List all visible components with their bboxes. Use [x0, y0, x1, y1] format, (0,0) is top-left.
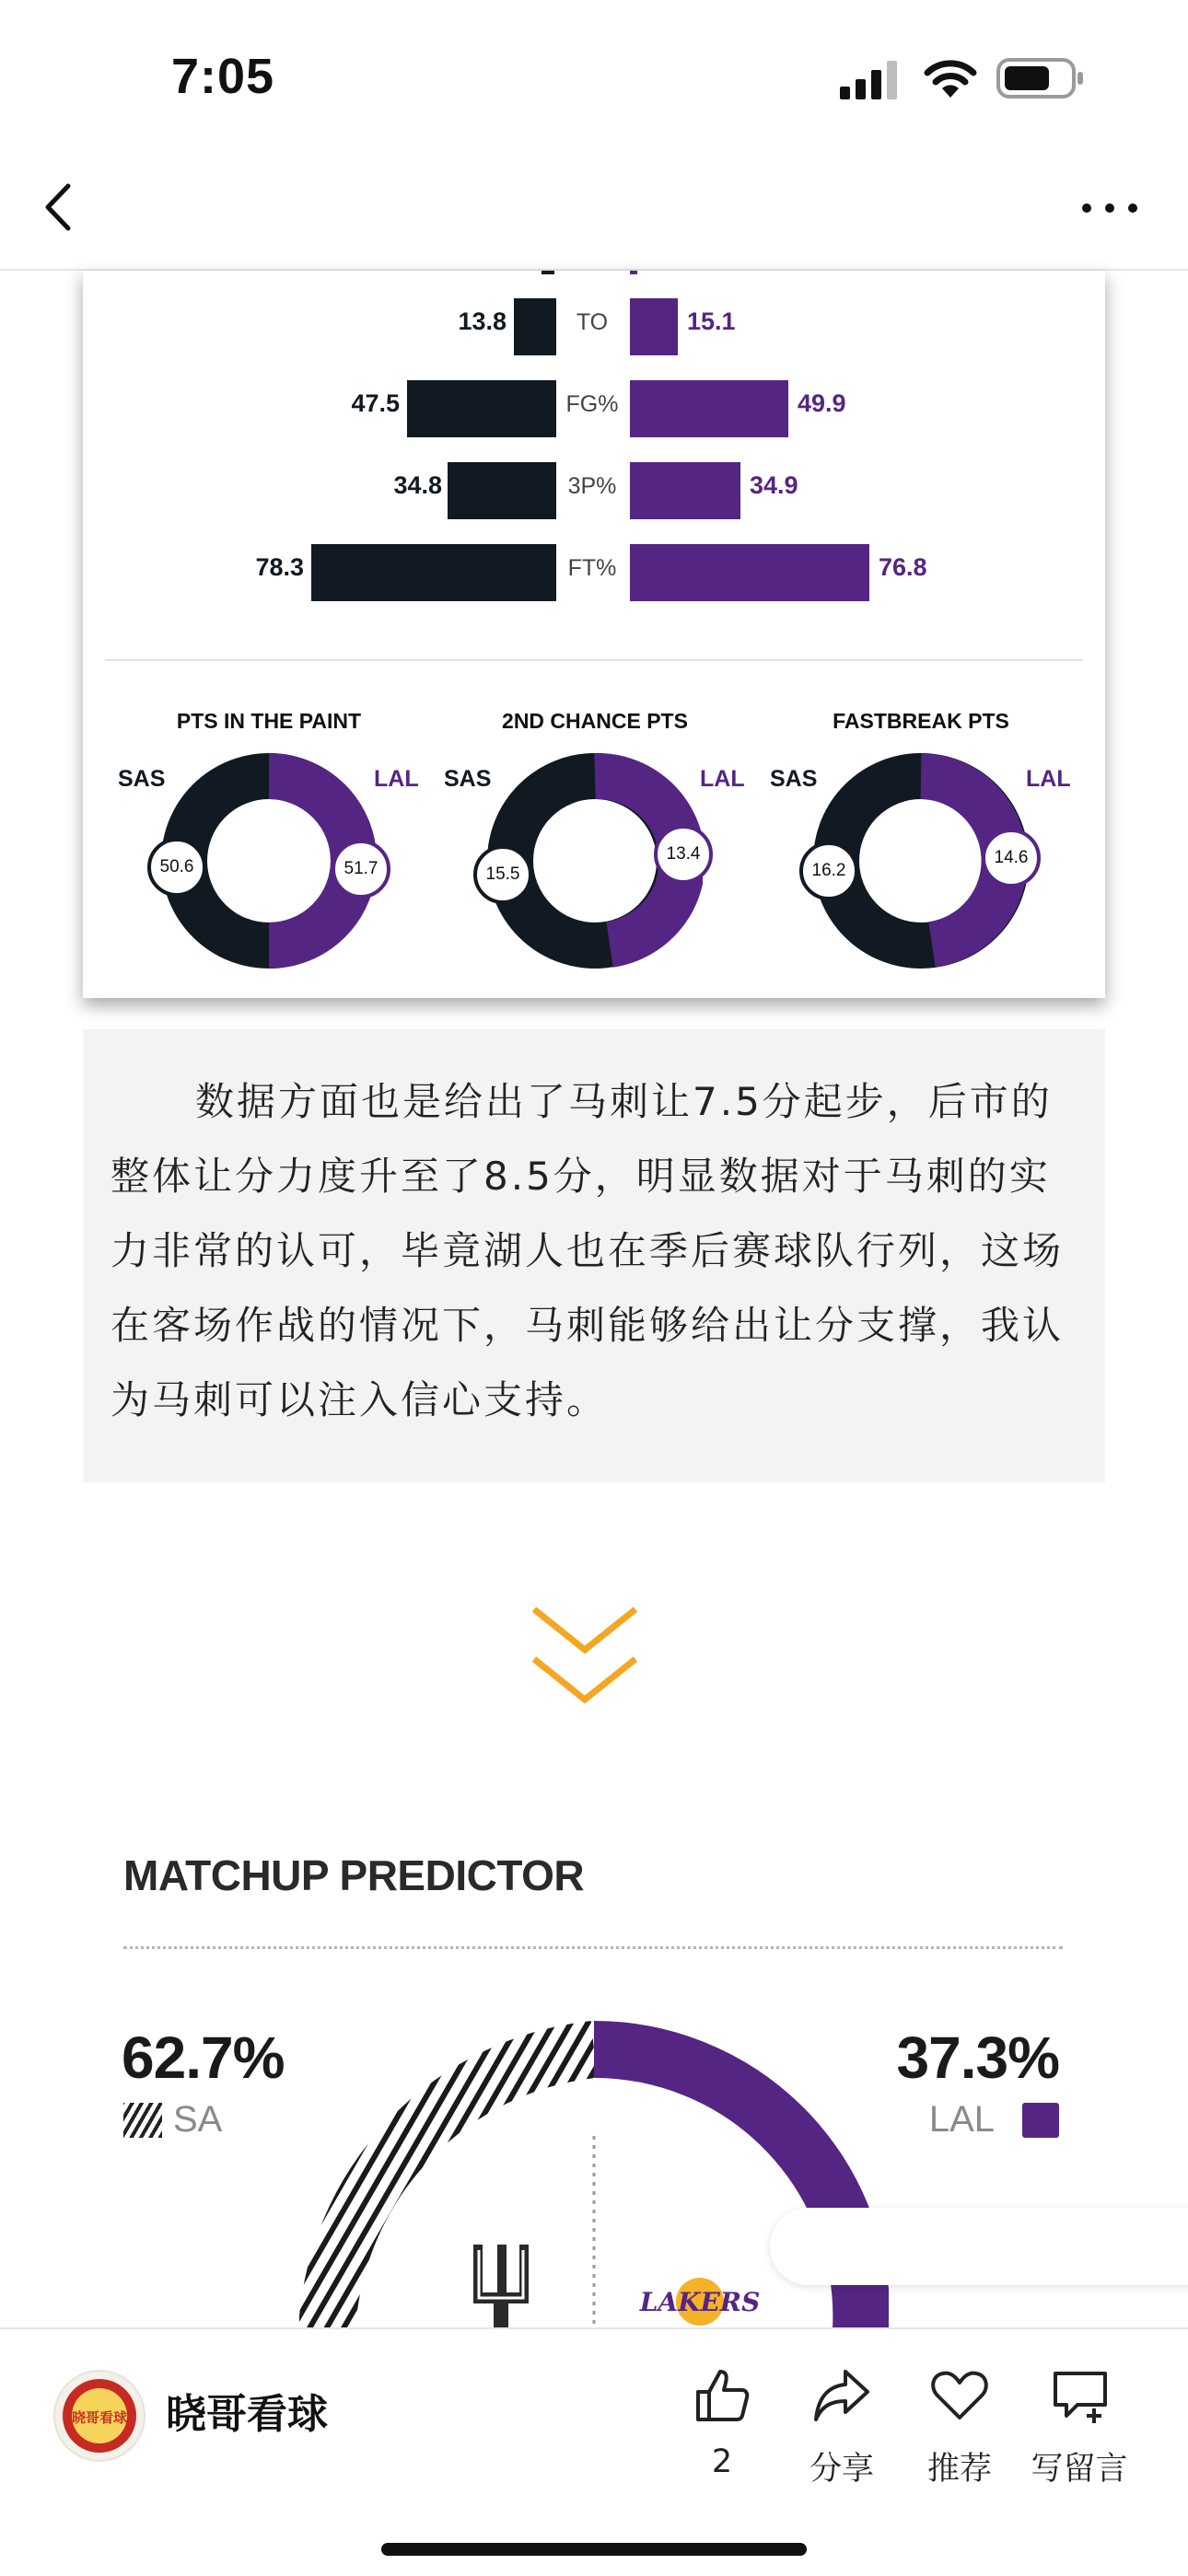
- battery-icon: [996, 57, 1085, 99]
- lal-win-percentage: 37.3%: [896, 2025, 1059, 2091]
- lakers-logo-icon: [635, 2272, 764, 2327]
- share-arrow-icon: [812, 2366, 871, 2425]
- back-button[interactable]: [28, 175, 92, 239]
- donut-lal-label-2nd-chance: LAL: [700, 766, 745, 792]
- donut-sas-label-2nd-chance: SAS: [444, 766, 492, 792]
- bar-sas-fg: [407, 380, 556, 437]
- home-indicator: [381, 2543, 807, 2556]
- stat-lal-ft: 76.8: [879, 553, 927, 581]
- lal-legend-label: LAL: [928, 2099, 995, 2140]
- donut-lal-value-fastbreak: 14.6: [982, 829, 1041, 888]
- donut-title-fastbreak: FASTBREAK PTS: [833, 709, 1009, 733]
- bar-lal-partial: [630, 271, 637, 274]
- bar-lal-3p: [630, 462, 740, 519]
- predictor-divider: [123, 1946, 1063, 1949]
- donut-sas-value-paint: 50.6: [147, 838, 206, 897]
- bar-sas-ft: [311, 544, 556, 601]
- donut-lal-value-2nd-chance: 13.4: [654, 825, 713, 884]
- donut-sas-value-fastbreak: 16.2: [799, 841, 858, 900]
- more-dots-icon: [1077, 184, 1142, 232]
- sa-win-percentage: 62.7%: [122, 2025, 285, 2091]
- stat-sas-to: 13.8: [458, 307, 507, 335]
- donut-title-paint: PTS IN THE PAINT: [176, 709, 362, 733]
- bar-sas-3p: [448, 462, 556, 519]
- stats-divider: [105, 659, 1083, 661]
- cellular-signal-icon: [840, 61, 901, 99]
- stat-sas-3p: 34.8: [393, 471, 442, 499]
- write-comment-button[interactable]: [1015, 2351, 1144, 2508]
- author-name[interactable]: 晓哥看球: [166, 2391, 328, 2438]
- double-chevron-down-icon: [527, 1602, 643, 1718]
- donut-sas-value-2nd-chance: 15.5: [473, 845, 532, 904]
- donut-lal-label-fastbreak: LAL: [1026, 766, 1071, 792]
- donut-sas-label-paint: SAS: [118, 766, 166, 792]
- bar-lal-ft: [630, 544, 869, 601]
- thumbs-up-icon: [693, 2366, 751, 2425]
- wifi-icon: [923, 57, 978, 99]
- floating-overlay-pill: [770, 2208, 1188, 2285]
- share-label: 分享: [809, 2451, 874, 2488]
- team-stats-card: [83, 271, 1105, 998]
- stat-lal-3p: 34.9: [750, 471, 798, 499]
- stat-category-fg: FG%: [565, 391, 619, 417]
- article-text-block: [83, 1029, 1105, 1482]
- avatar-logo-icon: [55, 2372, 144, 2460]
- lakers-logo-text: LAKERS: [639, 2287, 761, 2317]
- stat-sas-fg: 47.5: [351, 389, 400, 417]
- share-button[interactable]: [777, 2351, 906, 2508]
- spurs-logo-icon: [455, 2237, 556, 2329]
- more-button[interactable]: [1077, 184, 1142, 232]
- bar-sas-to: [514, 298, 556, 355]
- avatar-logo-text: 晓哥看球: [71, 2409, 128, 2426]
- bar-sas-partial: [542, 271, 554, 274]
- author-avatar[interactable]: [53, 2370, 146, 2462]
- status-bar: [0, 0, 1188, 147]
- stat-category-ft: FT%: [567, 555, 617, 581]
- stat-sas-ft: 78.3: [255, 553, 304, 581]
- stat-lal-fg: 49.9: [798, 389, 846, 417]
- sa-legend-swatch: [123, 2103, 162, 2138]
- bar-lal-fg: [630, 380, 788, 437]
- donut-title-2nd-chance: 2ND CHANCE PTS: [502, 709, 688, 733]
- like-count: 2: [711, 2443, 733, 2480]
- like-button[interactable]: [658, 2351, 786, 2508]
- article-paragraph: 数据方面也是给出了马刺让7.5分起步，后市的整体让分力度升至了8.5分，明显数据对于马刺的实力非常的认可，毕竟湖人也在季后赛球队行列，这场在客场作战的情况下，马刺能够给出让分支撑，我认为马刺可以注入信心支持。: [111, 1079, 1065, 1422]
- sa-legend-label: SA: [173, 2099, 223, 2140]
- recommend-label: 推荐: [926, 2451, 992, 2488]
- donut-lal-label-paint: LAL: [374, 766, 419, 792]
- comment-add-icon: [1050, 2366, 1111, 2425]
- lal-legend-swatch: [1022, 2103, 1059, 2138]
- chevron-left-icon: [28, 175, 92, 239]
- donut-lal-value-paint: 51.7: [332, 840, 390, 899]
- write-comment-label: 写留言: [1031, 2451, 1128, 2488]
- stat-category-3p: 3P%: [567, 473, 617, 499]
- bottom-action-bar: [0, 2327, 1188, 2576]
- bar-lal-to: [630, 298, 678, 355]
- recommend-button[interactable]: [895, 2351, 1024, 2508]
- predictor-title: MATCHUP PREDICTOR: [123, 1851, 585, 1899]
- stat-category-to: TO: [576, 309, 609, 335]
- donut-sas-label-fastbreak: SAS: [770, 766, 818, 792]
- heart-icon: [930, 2366, 989, 2425]
- stat-lal-to: 15.1: [687, 307, 736, 335]
- status-time: 7:05: [171, 49, 275, 104]
